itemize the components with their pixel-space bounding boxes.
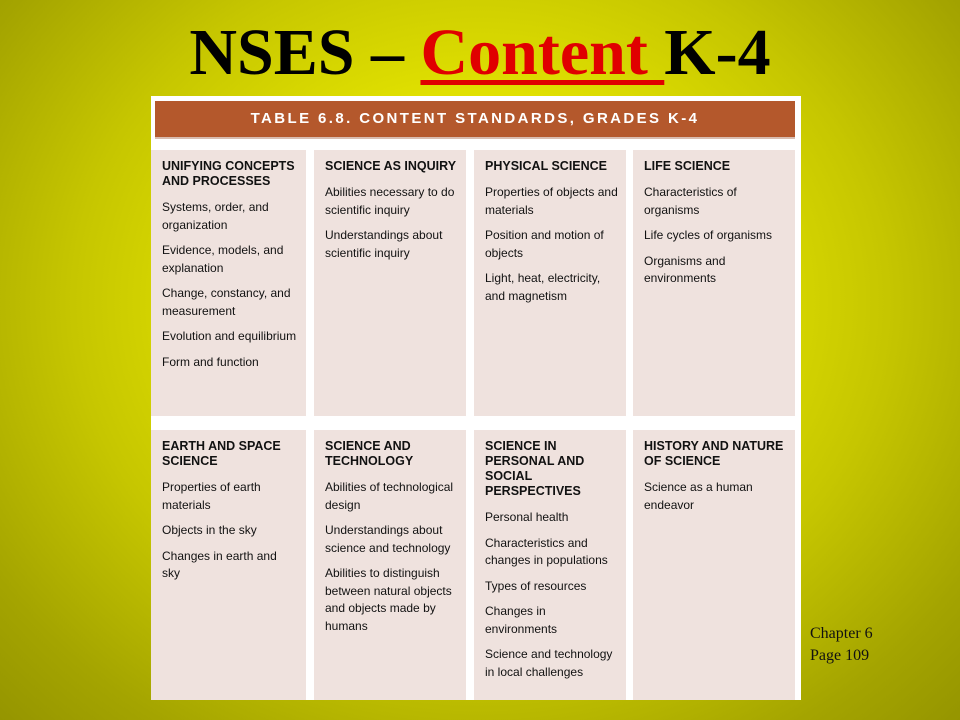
cell-item: Form and function: [162, 354, 259, 369]
table-cell: [314, 150, 466, 416]
title-prefix: NSES –: [189, 16, 421, 89]
cell-item: Life cycles of organisms: [644, 228, 773, 242]
cell-item: Changes in earth and sky: [162, 548, 277, 580]
cell-item: Characteristics of organisms: [644, 185, 737, 217]
cell-heading: SCIENCE AND TECHNOLOGY: [325, 439, 414, 468]
cell-heading: UNIFYING CONCEPTS AND PROCESSES: [162, 159, 295, 188]
table-cell: [474, 430, 626, 700]
cell-heading: LIFE SCIENCE: [644, 159, 731, 173]
cell-item: Properties of objects and materials: [485, 185, 618, 217]
cell-item: Science as a human endeavor: [644, 480, 753, 512]
table-cell: [633, 150, 795, 416]
cell-item: Change, constancy, and measurement: [162, 286, 291, 318]
slide-title: [0, 14, 960, 92]
cell-item: Abilities necessary to do scientific inquiry: [325, 185, 455, 217]
cell-item: Objects in the sky: [162, 523, 257, 537]
chapter-label: Chapter 6: [810, 625, 873, 642]
cell-item: Science and technology in local challenges: [485, 647, 613, 679]
table-cell: [314, 430, 466, 700]
table-cell: [151, 150, 306, 416]
cell-item: Systems, order, and organization: [162, 200, 269, 232]
cell-item: Changes in environments: [485, 604, 558, 636]
cell-item: Properties of earth materials: [162, 480, 261, 512]
cell-item: Characteristics and changes in populations: [485, 535, 608, 567]
chapter-reference: [810, 623, 873, 667]
table-cell: [151, 430, 306, 700]
table-header: TABLE 6.8. CONTENT STANDARDS, GRADES K-4: [155, 101, 795, 139]
table-cell: [474, 150, 626, 416]
cell-heading: EARTH AND SPACE SCIENCE: [162, 439, 281, 468]
content-standards-table: [151, 96, 801, 700]
cell-item: Evolution and equilibrium: [162, 329, 297, 343]
title-suffix: K-4: [664, 16, 771, 89]
table-cell: [633, 430, 795, 700]
cell-item: Understandings about science and technology: [325, 523, 451, 555]
title-content-link[interactable]: Content: [420, 16, 665, 89]
cell-heading: PHYSICAL SCIENCE: [485, 159, 608, 173]
cell-item: Position and motion of objects: [485, 228, 604, 260]
cell-item: Organisms and environments: [644, 253, 726, 285]
cell-item: Personal health: [485, 510, 569, 524]
cell-item: Types of resources: [485, 578, 587, 593]
page-label: Page 109: [810, 647, 870, 664]
cell-heading: SCIENCE AS INQUIRY: [325, 159, 457, 173]
cell-heading: SCIENCE IN PERSONAL AND SOCIAL PERSPECTIVES: [485, 439, 585, 498]
cell-heading: HISTORY AND NATURE OF SCIENCE: [644, 439, 784, 468]
cell-item: Understandings about scientific inquiry: [325, 228, 443, 260]
cell-item: Evidence, models, and explanation: [162, 243, 284, 275]
cell-item: Abilities of technological design: [325, 480, 454, 512]
cell-item: Abilities to distinguish between natural objects and objects made by humans: [325, 566, 452, 633]
cell-item: Light, heat, electricity, and magnetism: [485, 271, 601, 303]
